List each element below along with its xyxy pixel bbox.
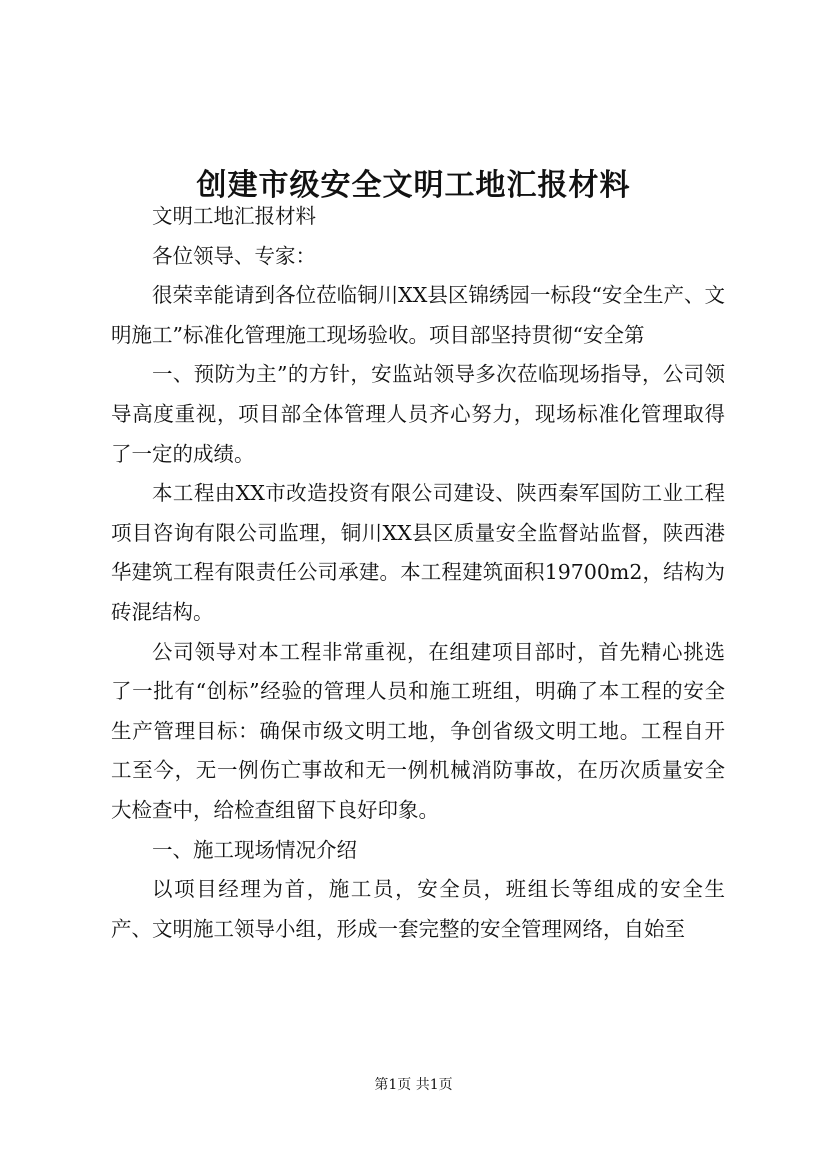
paragraph-policy: 一、预防为主”的方针，安监站领导多次莅临现场指导，公司领导高度重视，项目部全体管理人员齐心努力，现场标准化管理取得了一定的成绩。 (111, 362, 725, 466)
paragraph-project-info: 本工程由XX市改造投资有限公司建设、陕西秦军国防工业工程项目咨询有限公司监理，铜川XX县区质量安全监督站监督，陕西港华建筑工程有限责任公司承建。本工程建筑面积19700m2，结构为砖混结构。 (111, 481, 725, 624)
document-body (111, 197, 725, 949)
page-footer: 第1页 共1页 (374, 1077, 453, 1093)
paragraph-management: 公司领导对本工程非常重视，在组建项目部时，首先精心挑选了一批有“创标”经验的管理人员和施工班组，明确了本工程的安全生产管理目标：确保市级文明工地，争创省级文明工地。工程自开工至今，无一例伤亡事故和无一例机械消防事故，在历次质量安全大检查中，给检查组留下良好印象。 (111, 639, 725, 822)
document-title: 创建市级安全文明工地汇报材料 (196, 168, 631, 204)
paragraph-salutation: 各位领导、专家： (152, 243, 316, 268)
paragraph-organization: 以项目经理为首，施工员，安全员，班组长等组成的安全生产、文明施工领导小组，形成一套完整的安全管理网络，自始至 (111, 877, 725, 941)
paragraph-subtitle: 文明工地汇报材料 (152, 204, 316, 228)
paragraph-intro: 很荣幸能请到各位莅临铜川XX县区锦绣园一标段“安全生产、文明施工”标准化管理施工现场验收。项目部坚持贯彻“安全第 (111, 283, 725, 347)
section-heading: 一、施工现场情况介绍 (152, 837, 357, 862)
